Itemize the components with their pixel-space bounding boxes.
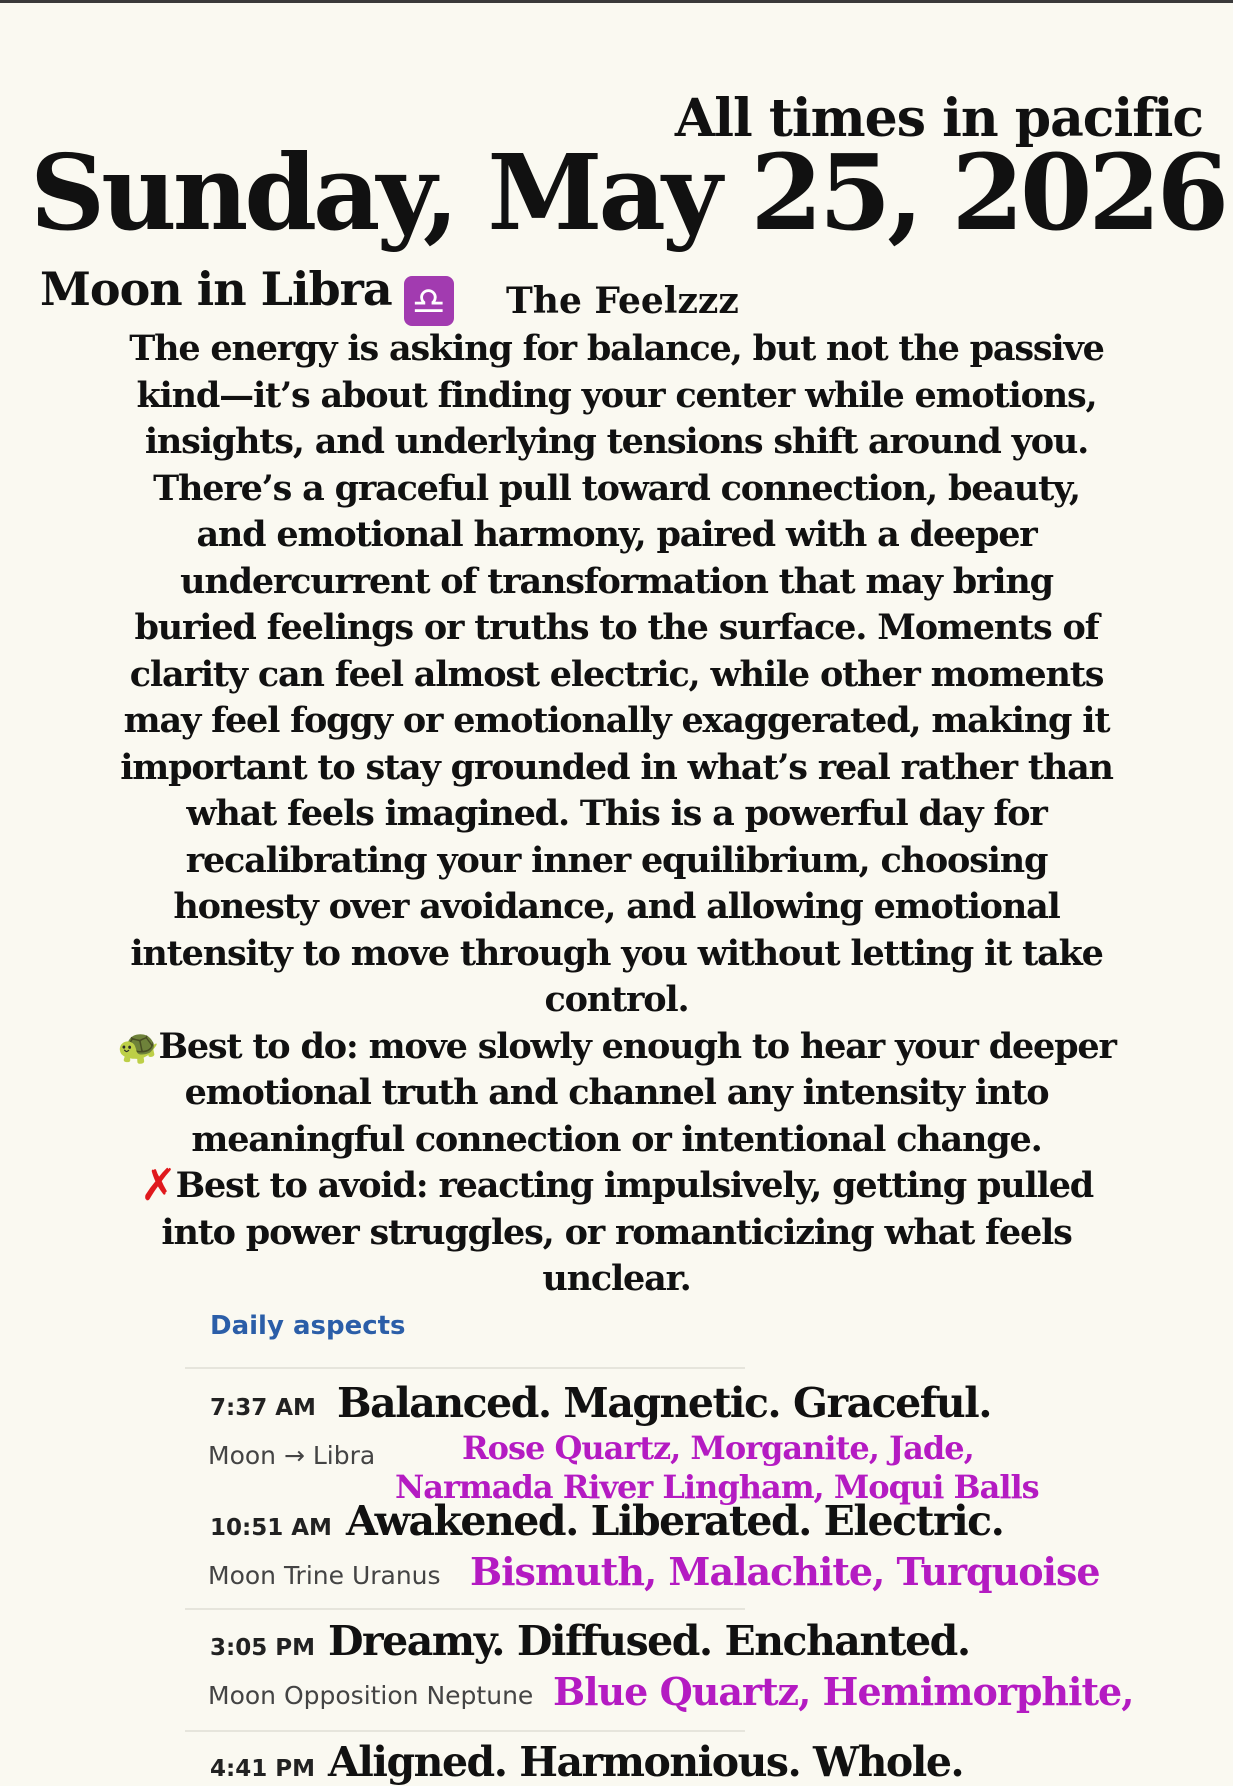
best-to-avoid-line: unclear. <box>542 1258 691 1299</box>
forecast-line: insights, and underlying tensions shift around you. <box>144 421 1089 462</box>
best-to-avoid-line: ✗Best to avoid: reacting impulsively, getting pulled <box>139 1160 1094 1211</box>
aspect-time: 4:41 PM <box>210 1756 315 1782</box>
forecast-line: control. <box>544 979 689 1020</box>
forecast-line: The energy is asking for balance, but not the passive <box>129 328 1104 369</box>
turtle-icon: 🐢 <box>117 1026 159 1067</box>
aspect-mood: Dreamy. Diffused. Enchanted. <box>328 1617 970 1665</box>
forecast-line: what feels imagined. This is a powerful day for <box>186 793 1047 834</box>
aspect-name: Moon Opposition Neptune <box>208 1681 534 1710</box>
forecast-line: buried feelings or truths to the surface. Moments of <box>134 607 1099 648</box>
page-title: Sunday, May 25, 2026 <box>30 131 1226 254</box>
libra-icon: ♎ <box>404 276 454 326</box>
aspect-time: 3:05 PM <box>210 1635 315 1661</box>
red-x-icon: ✗ <box>139 1160 176 1211</box>
aspect-crystals: Blue Quartz, Hemimorphite, <box>553 1669 1134 1714</box>
aspect-mood: Awakened. Liberated. Electric. <box>346 1497 1004 1545</box>
aspect-time: 7:37 AM <box>210 1395 316 1421</box>
forecast-line: clarity can feel almost electric, while other moments <box>129 653 1104 695</box>
divider <box>185 1730 745 1732</box>
top-border <box>0 0 1233 3</box>
aspect-mood: Aligned. Harmonious. Whole. <box>328 1738 964 1786</box>
daily-aspects-header: Daily aspects <box>210 1311 406 1341</box>
forecast-line: undercurrent of transformation that may bring <box>180 560 1053 602</box>
aspect-crystals: Bismuth, Malachite, Turquoise <box>470 1549 1100 1594</box>
forecast-line: kind—it’s about finding your center while emotions, <box>136 374 1097 416</box>
divider <box>185 1367 745 1369</box>
forecast-line: intensity to move through you without letting it take <box>130 932 1103 974</box>
aspect-name: Moon → Libra <box>208 1441 376 1470</box>
aspect-crystals: Rose Quartz, Morganite, Jade, <box>462 1429 974 1467</box>
moon-heading <box>40 262 454 322</box>
forecast-line: important to stay grounded in what’s real rather than <box>120 746 1113 788</box>
moon-title: Moon in Libra <box>40 262 392 316</box>
aspect-crystals: Narmada River Lingham, Moqui Balls <box>395 1468 1039 1506</box>
best-to-do-line: meaningful connection or intentional change. <box>191 1118 1042 1160</box>
best-to-avoid-line: into power struggles, or romanticizing what feels <box>161 1211 1072 1253</box>
aspect-mood: Balanced. Magnetic. Graceful. <box>337 1379 992 1427</box>
divider <box>185 1608 745 1610</box>
forecast-line: There’s a graceful pull toward connection, beauty, <box>153 467 1080 509</box>
best-to-do-line: 🐢Best to do: move slowly enough to hear your deeper <box>60 1024 1173 1071</box>
timezone-note: All times in pacific <box>674 88 1203 149</box>
daily-forecast <box>60 326 1173 1303</box>
best-to-do-line: emotional truth and channel any intensity into <box>184 1072 1049 1113</box>
forecast-line: and emotional harmony, paired with a deeper <box>196 514 1037 555</box>
aspect-name: Moon Trine Uranus <box>208 1561 441 1590</box>
forecast-line: may feel foggy or emotionally exaggerated, making it <box>123 700 1110 741</box>
forecast-line: honesty over avoidance, and allowing emotional <box>173 886 1060 927</box>
aspect-time: 10:51 AM <box>210 1515 332 1541</box>
section-title-feelzzz: The Feelzzz <box>506 280 739 322</box>
forecast-line: recalibrating your inner equilibrium, choosing <box>185 839 1048 881</box>
